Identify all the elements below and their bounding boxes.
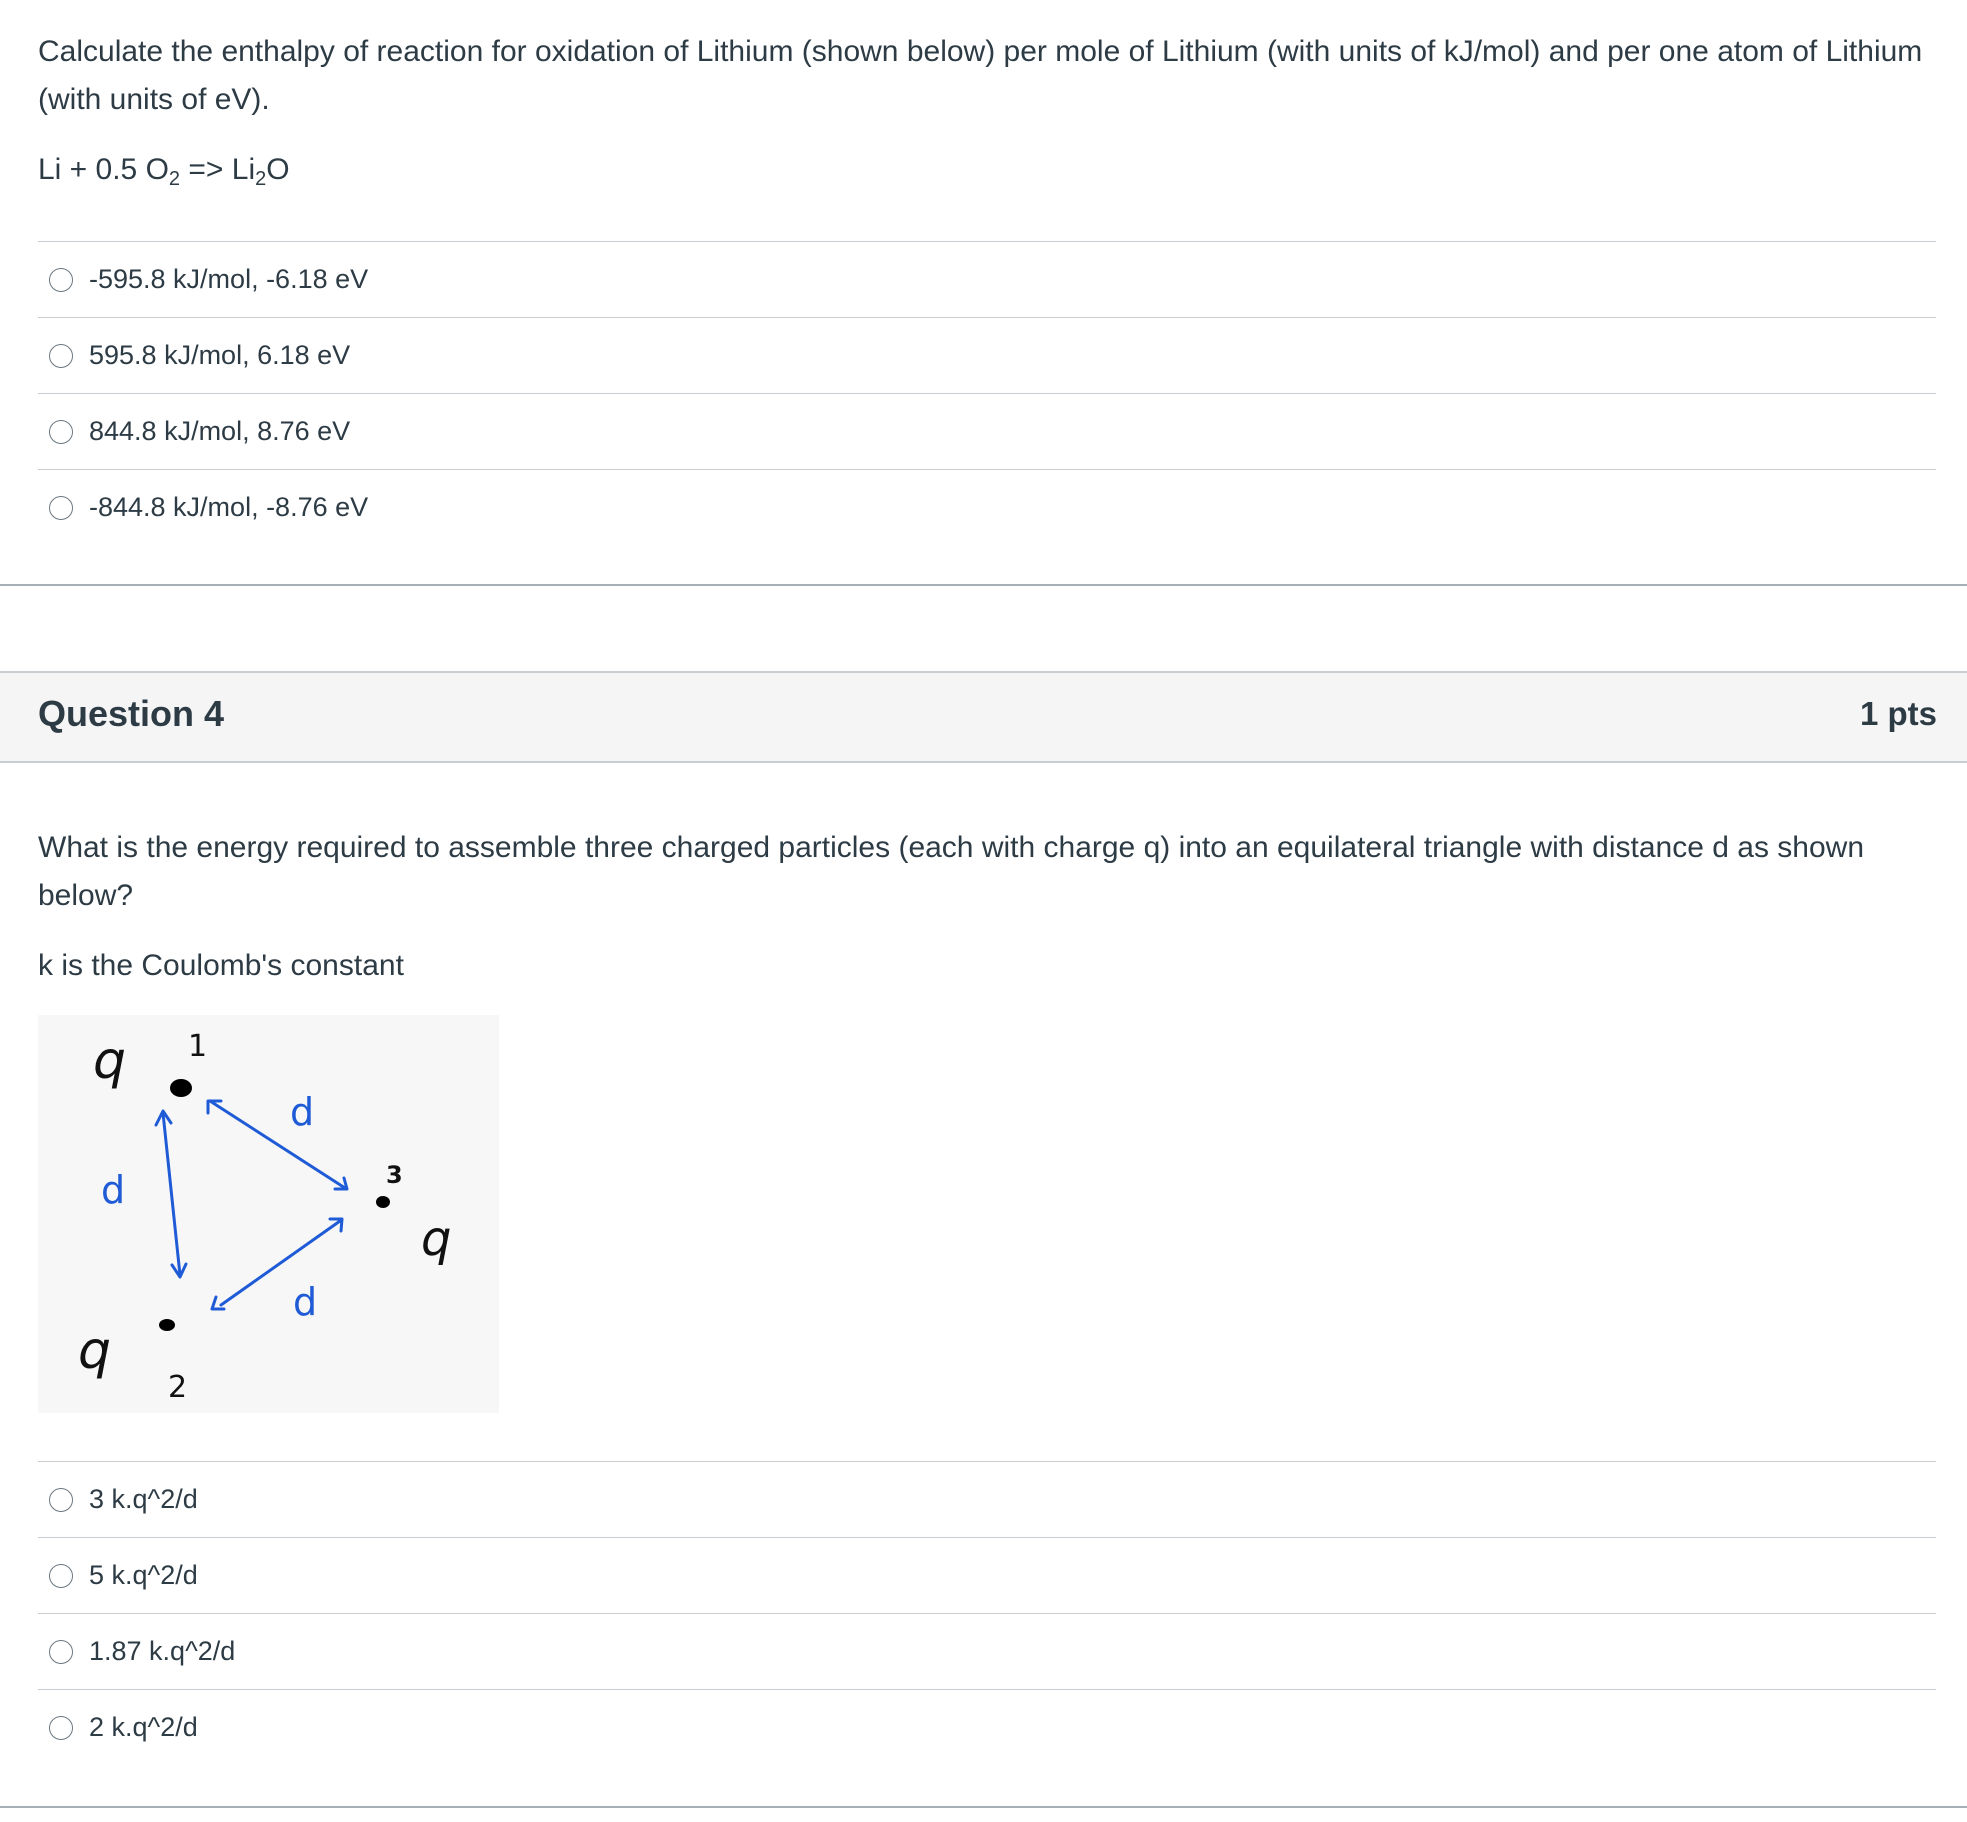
triangle-diagram xyxy=(38,1015,499,1413)
label-1: 1 xyxy=(188,1029,208,1064)
answer-label: 844.8 kJ/mol, 8.76 eV xyxy=(89,416,351,446)
question-title: Question 4 xyxy=(38,693,225,734)
answer-label: -595.8 kJ/mol, -6.18 eV xyxy=(89,264,369,294)
answer-option[interactable] xyxy=(38,394,1936,470)
label-d-bottom: d xyxy=(293,1280,318,1324)
answer-option[interactable] xyxy=(38,1614,1936,1690)
equation-part: => Li xyxy=(180,153,256,186)
answer-option[interactable] xyxy=(38,1690,1936,1765)
question-header xyxy=(0,671,1967,763)
question-3-body xyxy=(38,28,1938,194)
equation-part: Li + 0.5 O xyxy=(38,153,169,186)
question-3-answers xyxy=(38,241,1936,545)
label-3: 3 xyxy=(386,1161,403,1189)
radio-button[interactable] xyxy=(49,1564,73,1588)
question-4-body xyxy=(38,824,1898,990)
question-3-prompt: Calculate the enthalpy of reaction for oxidation of Lithium (shown below) per mole of Lithium (with units of kJ/mol) and per one atom of Lithium (with units of eV). xyxy=(38,35,1923,116)
radio-button[interactable] xyxy=(49,420,73,444)
question-divider xyxy=(0,1806,1967,1808)
answer-label: 595.8 kJ/mol, 6.18 eV xyxy=(89,340,351,370)
label-q-top: q xyxy=(93,1031,127,1091)
particle-2 xyxy=(159,1319,175,1331)
question-4-answers xyxy=(38,1461,1936,1765)
question-divider xyxy=(0,584,1967,586)
equation-subscript: 2 xyxy=(255,168,267,190)
answer-label: 5 k.q^2/d xyxy=(89,1560,198,1590)
radio-button[interactable] xyxy=(49,1716,73,1740)
question-points: 1 pts xyxy=(1859,695,1937,732)
question-4-note: k is the Coulomb's constant xyxy=(38,949,404,982)
answer-label: -844.8 kJ/mol, -8.76 eV xyxy=(89,492,369,522)
answer-option[interactable] xyxy=(38,1462,1936,1538)
radio-button[interactable] xyxy=(49,1640,73,1664)
answer-option[interactable] xyxy=(38,470,1936,545)
label-q-right: q xyxy=(421,1211,452,1267)
answer-label: 3 k.q^2/d xyxy=(89,1484,198,1514)
edge-2-3-arrow xyxy=(212,1219,342,1309)
particle-3 xyxy=(376,1196,390,1208)
triangle-diagram-svg xyxy=(38,1015,499,1413)
reaction-equation xyxy=(38,146,1938,194)
edge-1-2-arrow xyxy=(156,1111,186,1277)
answer-option[interactable] xyxy=(38,1538,1936,1614)
answer-option[interactable] xyxy=(38,242,1936,318)
radio-button[interactable] xyxy=(49,344,73,368)
label-d-left: d xyxy=(101,1168,126,1212)
diagram-labels xyxy=(78,1029,451,1405)
label-d-top: d xyxy=(290,1090,315,1134)
equation-subscript: 2 xyxy=(168,168,181,190)
edge-1-3-arrow xyxy=(208,1101,347,1189)
label-q-bottom: q xyxy=(78,1321,112,1381)
radio-button[interactable] xyxy=(49,496,73,520)
label-2: 2 xyxy=(168,1370,188,1405)
answer-label: 1.87 k.q^2/d xyxy=(89,1636,236,1666)
radio-button[interactable] xyxy=(49,1488,73,1512)
radio-button[interactable] xyxy=(49,268,73,292)
answer-label: 2 k.q^2/d xyxy=(89,1712,198,1742)
answer-option[interactable] xyxy=(38,318,1936,394)
equation-part: O xyxy=(266,153,290,186)
particle-1 xyxy=(170,1079,192,1097)
question-4-prompt: What is the energy required to assemble three charged particles (each with charge q) into an equilateral triangle with distance d as shown below? xyxy=(38,831,1865,912)
